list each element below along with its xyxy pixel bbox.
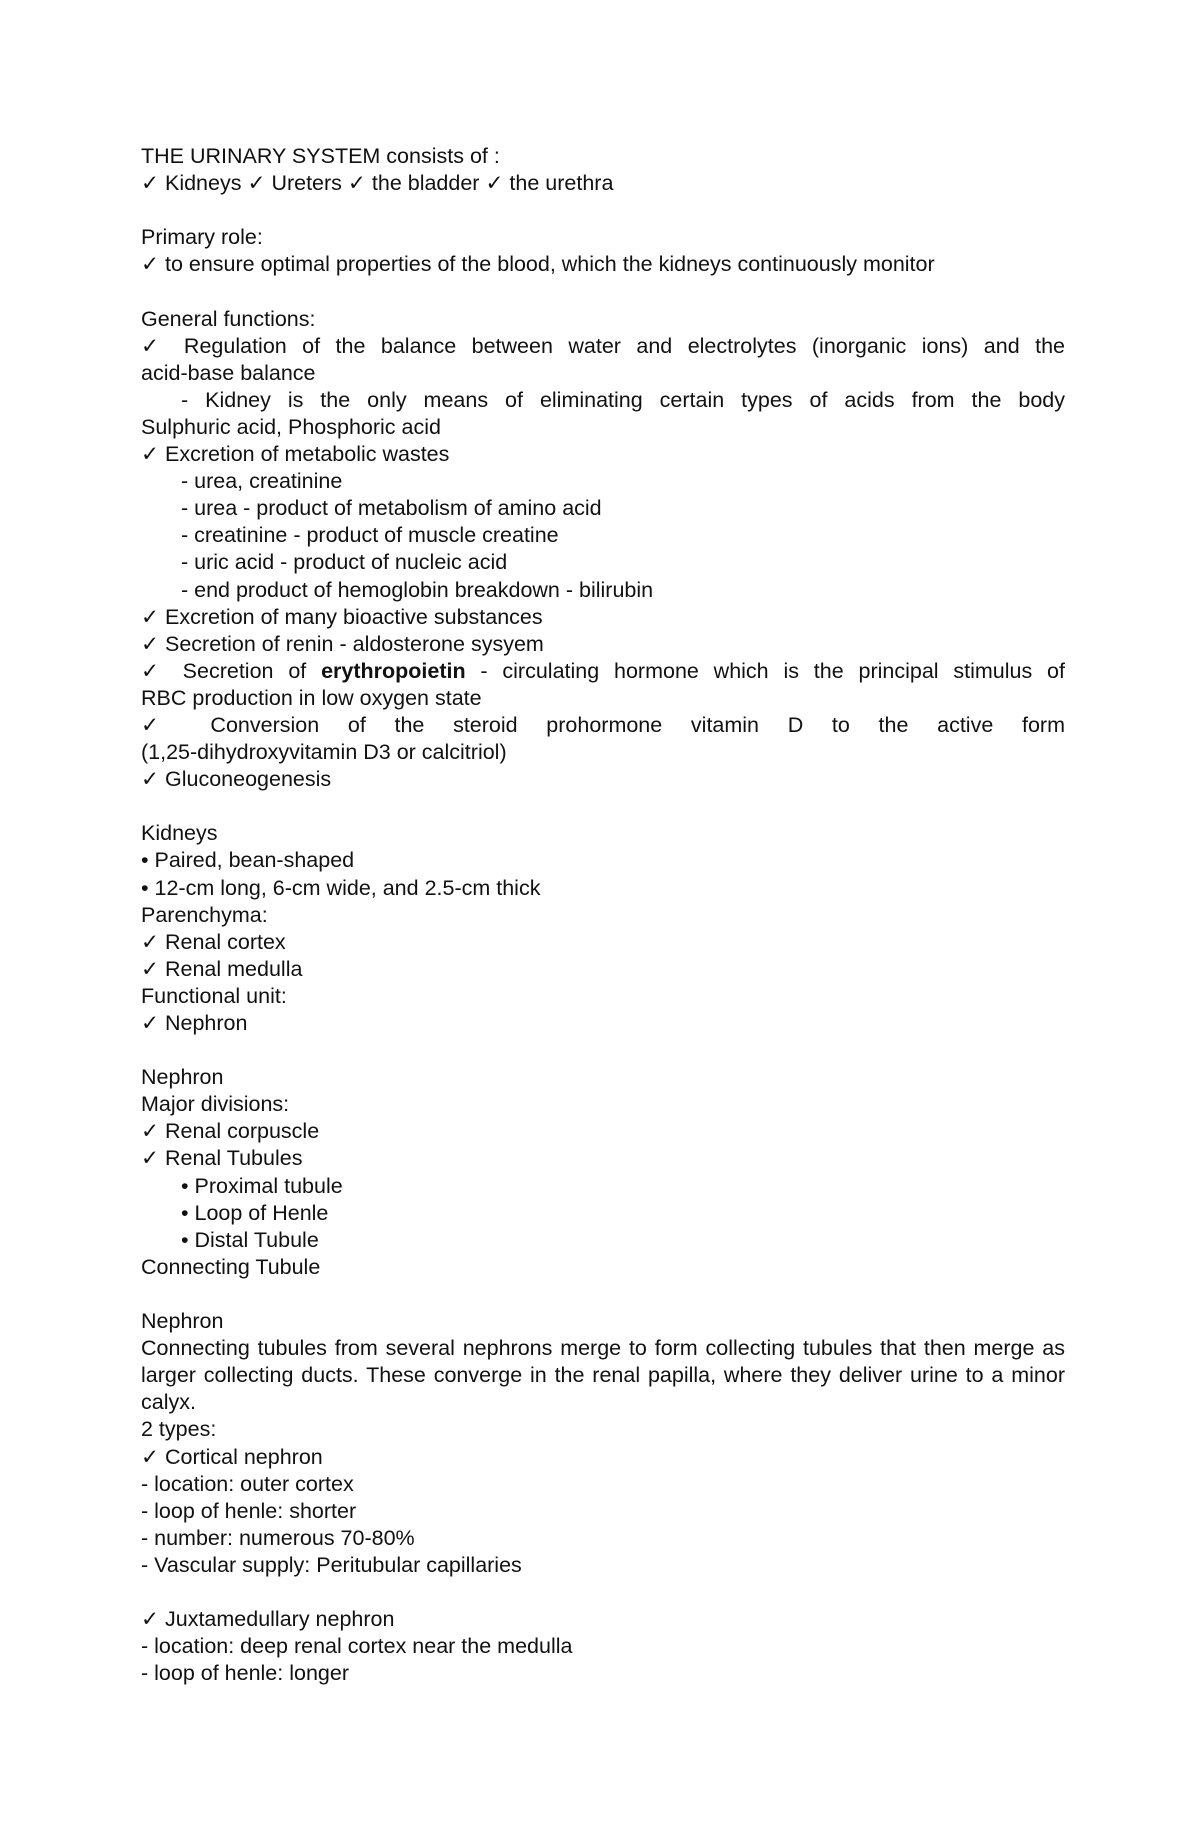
erythropoietin-suffix: - circulating hormone which is the principal stimulus of — [465, 658, 1065, 683]
connecting-tubule: Connecting Tubule — [141, 1254, 321, 1279]
kidneys-item: • 12-cm long, 6-cm wide, and 2.5-cm thick — [141, 875, 541, 900]
waste-item: - creatinine - product of muscle creatine — [181, 523, 559, 548]
function-vitamin-d-cont: (1,25-dihydroxyvitamin D3 or calcitriol) — [141, 740, 507, 765]
general-functions-label: General functions: — [141, 306, 316, 331]
erythropoietin-term: erythropoietin — [321, 658, 466, 683]
juxtamedullary-detail: - loop of henle: longer — [141, 1661, 349, 1686]
kidney-acids-note: - Kidney is the only means of eliminating certain types of acids from the body — [181, 387, 1065, 412]
tubule-item: • Loop of Henle — [181, 1200, 329, 1225]
juxtamedullary-detail: - location: deep renal cortex near the medulla — [141, 1634, 573, 1659]
waste-item: - urea - product of metabolism of amino acid — [181, 496, 602, 521]
kidneys-item: • Paired, bean-shaped — [141, 848, 355, 873]
kidneys-heading: Kidneys — [141, 821, 218, 846]
cortical-detail: - number: numerous 70-80% — [141, 1525, 415, 1550]
parenchyma-label: Parenchyma: — [141, 902, 268, 927]
function-renin: ✓ Secretion of renin - aldosterone sysyem — [141, 631, 544, 656]
functional-unit-item: ✓ Nephron — [141, 1011, 248, 1035]
division-item: ✓ Renal Tubules — [141, 1146, 303, 1171]
spacer — [141, 1037, 1065, 1064]
function-regulation: ✓ Regulation of the balance between water and electrolytes (inorganic ions) and the — [141, 333, 1065, 358]
function-excretion-bioactive: ✓ Excretion of many bioactive substances — [141, 604, 543, 629]
primary-role-label: Primary role: — [141, 225, 263, 250]
nephron-heading-2: Nephron — [141, 1309, 224, 1334]
cortical-detail: - location: outer cortex — [141, 1471, 354, 1496]
spacer — [141, 278, 1065, 305]
function-erythropoietin-cont: RBC production in low oxygen state — [141, 685, 482, 710]
tubule-item: • Distal Tubule — [181, 1227, 319, 1252]
cortical-detail: - Vascular supply: Peritubular capillaries — [141, 1552, 522, 1577]
juxtamedullary-nephron: ✓ Juxtamedullary nephron — [141, 1607, 395, 1632]
division-item: ✓ Renal corpuscle — [141, 1119, 320, 1144]
parenchyma-item: ✓ Renal cortex — [141, 929, 286, 954]
function-excretion-wastes: ✓ Excretion of metabolic wastes — [141, 442, 450, 467]
cortical-nephron: ✓ Cortical nephron — [141, 1444, 323, 1469]
waste-item: - uric acid - product of nucleic acid — [181, 550, 508, 575]
spacer — [141, 1579, 1065, 1606]
function-erythropoietin — [141, 658, 1065, 685]
nephron-heading: Nephron — [141, 1065, 224, 1090]
heading-urinary-system: THE URINARY SYSTEM consists of : — [141, 144, 500, 168]
collecting-ducts-paragraph: Connecting tubules from several nephrons merge to form collecting tubules that then merge as larger collecting ducts. These converge in the renal papilla, where they deliver urine to a minor calyx. — [141, 1336, 1065, 1415]
waste-item: - end product of hemoglobin breakdown - bilirubin — [181, 577, 654, 602]
functional-unit-label: Functional unit: — [141, 983, 287, 1008]
erythropoietin-prefix: ✓ Secretion of — [141, 658, 322, 683]
function-gluconeogenesis: ✓ Gluconeogenesis — [141, 767, 332, 792]
waste-item: - urea, creatinine — [181, 469, 343, 494]
function-regulation-cont: acid-base balance — [141, 360, 316, 385]
document-page — [141, 143, 1065, 1687]
spacer — [141, 793, 1065, 820]
primary-role-item: ✓ to ensure optimal properties of the blood, which the kidneys continuously monitor — [141, 252, 935, 277]
components-list: ✓ Kidneys ✓ Ureters ✓ the bladder ✓ the urethra — [141, 171, 614, 196]
tubule-item: • Proximal tubule — [181, 1173, 343, 1198]
spacer — [141, 1281, 1065, 1308]
kidney-acids-list: Sulphuric acid, Phosphoric acid — [141, 414, 441, 439]
cortical-detail: - loop of henle: shorter — [141, 1498, 357, 1523]
major-divisions-label: Major divisions: — [141, 1092, 290, 1117]
parenchyma-item: ✓ Renal medulla — [141, 956, 303, 981]
types-label: 2 types: — [141, 1417, 217, 1442]
function-vitamin-d: ✓ Conversion of the steroid prohormone vitamin D to the active form — [141, 712, 1065, 737]
spacer — [141, 197, 1065, 224]
